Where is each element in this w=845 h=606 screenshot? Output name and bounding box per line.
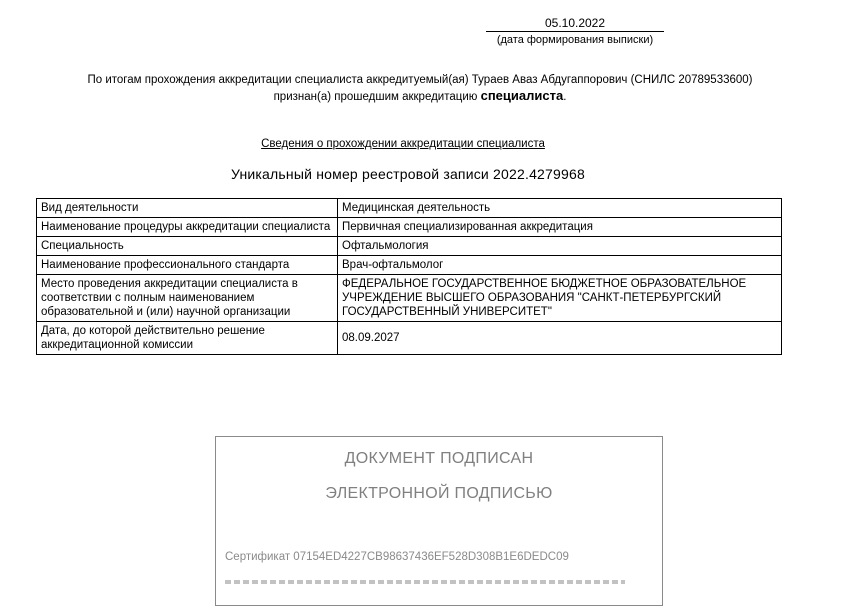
intro-paragraph <box>20 73 820 105</box>
row-value: ФЕДЕРАЛЬНОЕ ГОСУДАРСТВЕННОЕ БЮДЖЕТНОЕ ОБРАЗОВАТЕЛЬНОЕ УЧРЕЖДЕНИЕ ВЫСШЕГО ОБРАЗОВАНИЯ "САНКТ-ПЕТЕРБУРГСКИЙ ГОСУДАРСТВЕННЫЙ УНИВЕРСИТЕТ" <box>338 275 782 322</box>
row-label: Дата, до которой действительно решение аккредитационной комиссии <box>37 322 338 355</box>
row-value: Офтальмология <box>338 237 782 256</box>
faded-text-line <box>225 580 625 584</box>
row-value: Первичная специализированная аккредитация <box>338 218 782 237</box>
intro-line-2-prefix: признан(а) прошедшим аккредитацию <box>273 91 481 103</box>
electronic-signature-stamp <box>215 436 663 606</box>
generation-date: 05.10.2022 <box>486 16 664 32</box>
certificate-number: Сертификат 07154ED4227CB98637436EF528D308B1E6DEDC09 <box>225 551 569 563</box>
intro-line-2-bold: специалиста <box>480 88 564 103</box>
intro-line-2 <box>20 88 820 105</box>
row-label: Место проведения аккредитации специалиста в соответствии с полным наименованием образовательной и (или) научной организации <box>37 275 338 322</box>
registry-number: Уникальный номер реестровой записи 2022.4279968 <box>231 166 585 182</box>
intro-line-2-suffix: . <box>563 91 567 103</box>
table-row <box>37 256 782 275</box>
row-label: Вид деятельности <box>37 199 338 218</box>
table-row <box>37 275 782 322</box>
intro-line-1: По итогам прохождения аккредитации специалиста аккредитуемый(ая) Тураев Аваз Абдугаппорович (СНИЛС 20789533600) <box>87 74 753 86</box>
stamp-line-2: ЭЛЕКТРОННОЙ ПОДПИСЬЮ <box>325 485 553 502</box>
row-label: Наименование профессионального стандарта <box>37 256 338 275</box>
row-value: Медицинская деятельность <box>338 199 782 218</box>
row-label: Специальность <box>37 237 338 256</box>
table-row <box>37 322 782 355</box>
table-row <box>37 218 782 237</box>
row-value: 08.09.2027 <box>338 322 782 355</box>
generation-date-caption: (дата формирования выписки) <box>496 34 654 46</box>
date-block <box>480 16 670 47</box>
accreditation-info-table <box>36 198 782 355</box>
section-title: Сведения о прохождении аккредитации специалиста <box>261 138 545 150</box>
table-row <box>37 237 782 256</box>
row-label: Наименование процедуры аккредитации специалиста <box>37 218 338 237</box>
stamp-line-1: ДОКУМЕНТ ПОДПИСАН <box>344 450 534 467</box>
table-row <box>37 199 782 218</box>
row-value: Врач-офтальмолог <box>338 256 782 275</box>
